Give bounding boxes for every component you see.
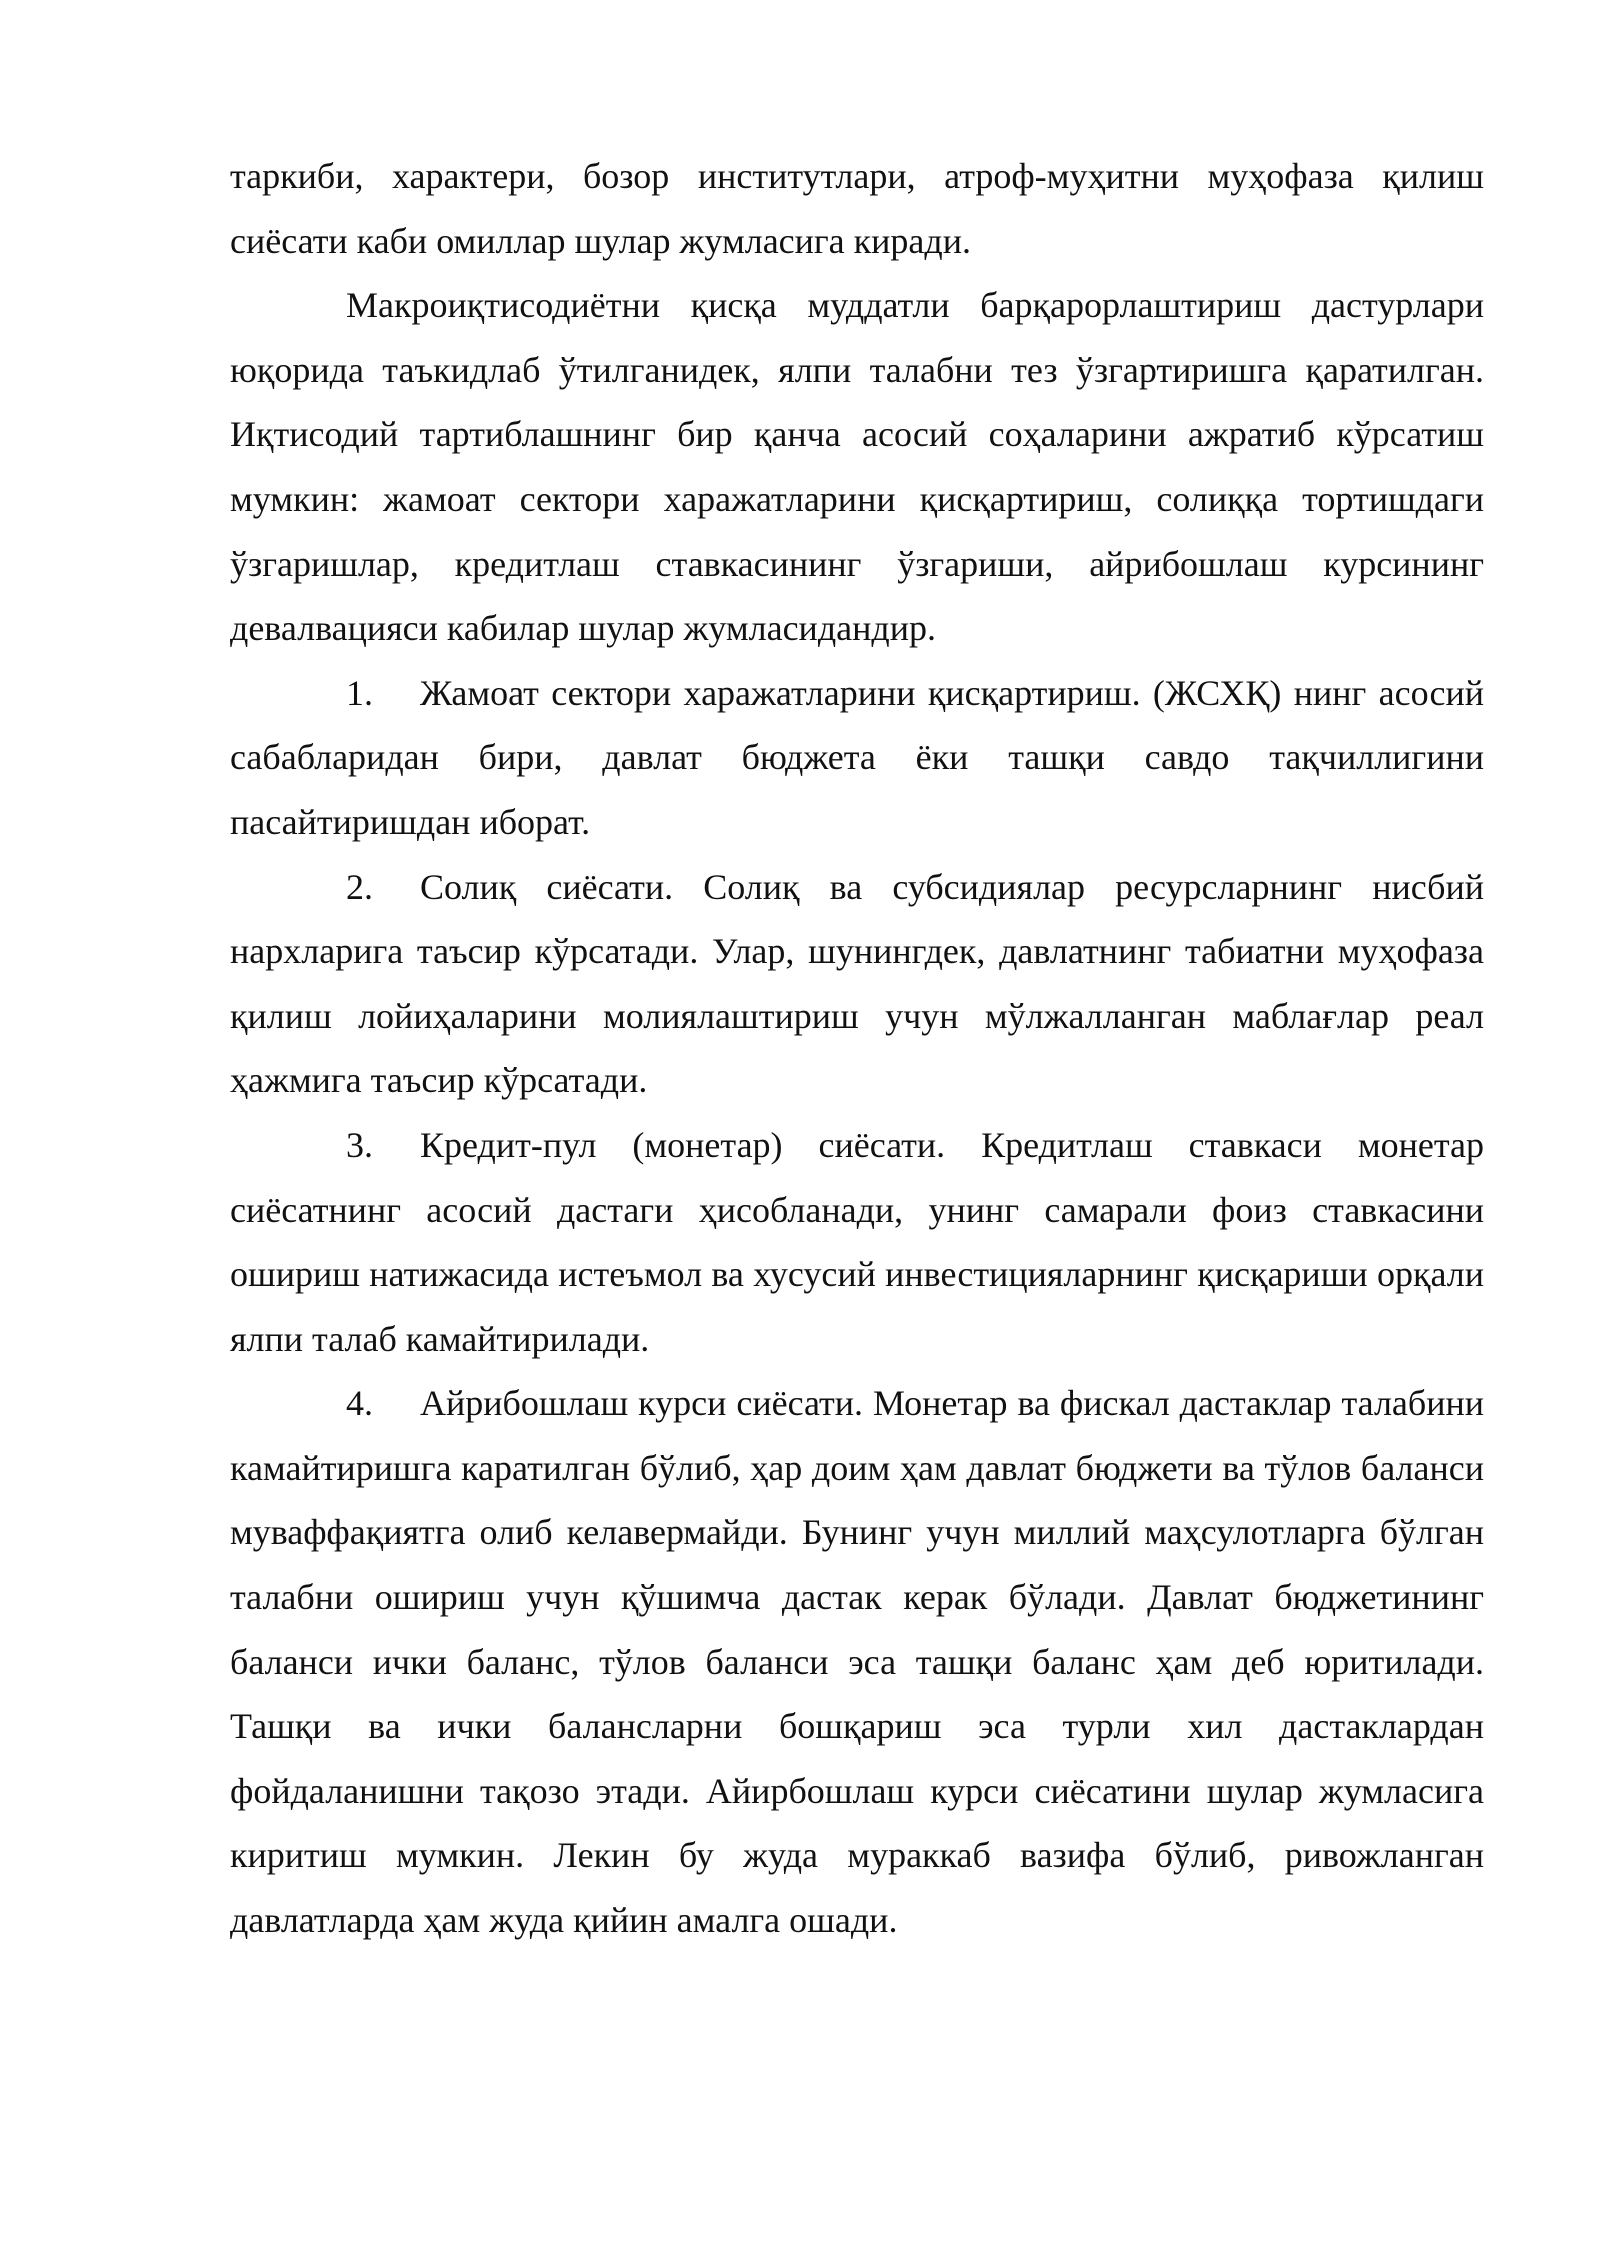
list-item-text: Солиқ сиёсати. Солиқ ва субсидиялар ресурсларнинг нисбий нархларига таъсир кўрсатади. Улар, шунингдек, давлатнинг табиатни муҳофаза қилиш лойиҳаларини молиялаштириш учун мўлжалланган маблағлар реал ҳажмига таъсир кўрсатади. xyxy=(230,866,1484,1101)
list-item-text: Айрибошлаш курси сиёсати. Монетар ва фискал дастаклар талабини камайтиришга каратилган бўлиб, ҳар доим ҳам давлат бюджети ва тўлов баланси муваффақиятга олиб келавермайди. Бунинг учун миллий маҳсулотларга бўлган талабни ошириш учун қўшимча дастак керак бўлади. Давлат бюджетининг баланси ички баланс, тўлов баланси эса ташқи баланс ҳам деб юритилади. Ташқи ва ички балансларни бошқариш эса турли хил дастаклардан фойдаланишни тақозо этади. Айирбошлаш курси сиёсатини шулар жумласига киритиш мумкин. Лекин бу жуда мураккаб вазифа бўлиб, ривожланган давлатларда ҳам жуда қийин амалга ошади. xyxy=(230,1383,1484,1941)
list-item-text: Кредит-пул (монетар) сиёсати. Кредитлаш ставкаси монетар сиёсатнинг асосий дастаги ҳисобланади, унинг самарали фоиз ставкасини ошириш натижасида истеъмол ва хусусий инвестицияларнинг қисқариши орқали ялпи талаб камайтирилади. xyxy=(230,1124,1484,1359)
list-item-number: 4. xyxy=(346,1383,373,1424)
list-item-1 xyxy=(230,661,1484,855)
list-item-number: 3. xyxy=(346,1124,373,1165)
document-body xyxy=(230,144,1484,1953)
paragraph-continuation xyxy=(230,144,1484,273)
paragraph-text: Макроиқтисодиётни қисқа муддатли барқарорлаштириш дастурлари юқорида таъкидлаб ўтилганидек, ялпи талабни тез ўзгартиришга қаратилган. Иқтисодий тартиблашнинг бир қанча асосий соҳаларини ажратиб кўрсатиш мумкин: жамоат сектори харажатларини қисқартириш, солиққа тортишдаги ўзгаришлар, кредитлаш ставкасининг ўзгариши, айрибошлаш курсининг девалвацияси кабилар шулар жумласидандир. xyxy=(230,285,1484,649)
list-item-text: Жамоат сектори харажатларини қисқартириш. (ЖСХҚ) нинг асосий сабабларидан бири, давлат бюджета ёки ташқи савдо тақчиллигини пасайтиришдан иборат. xyxy=(230,672,1484,842)
list-item-4 xyxy=(230,1371,1484,1952)
list-item-number: 1. xyxy=(346,672,373,713)
list-item-2 xyxy=(230,855,1484,1113)
paragraph-text: таркиби, характери, бозор институтлари, атроф-муҳитни муҳофаза қилиш сиёсати каби омиллар шулар жумласига киради. xyxy=(230,156,1484,261)
paragraph-intro xyxy=(230,273,1484,661)
list-item-3 xyxy=(230,1113,1484,1371)
list-item-number: 2. xyxy=(346,866,373,907)
